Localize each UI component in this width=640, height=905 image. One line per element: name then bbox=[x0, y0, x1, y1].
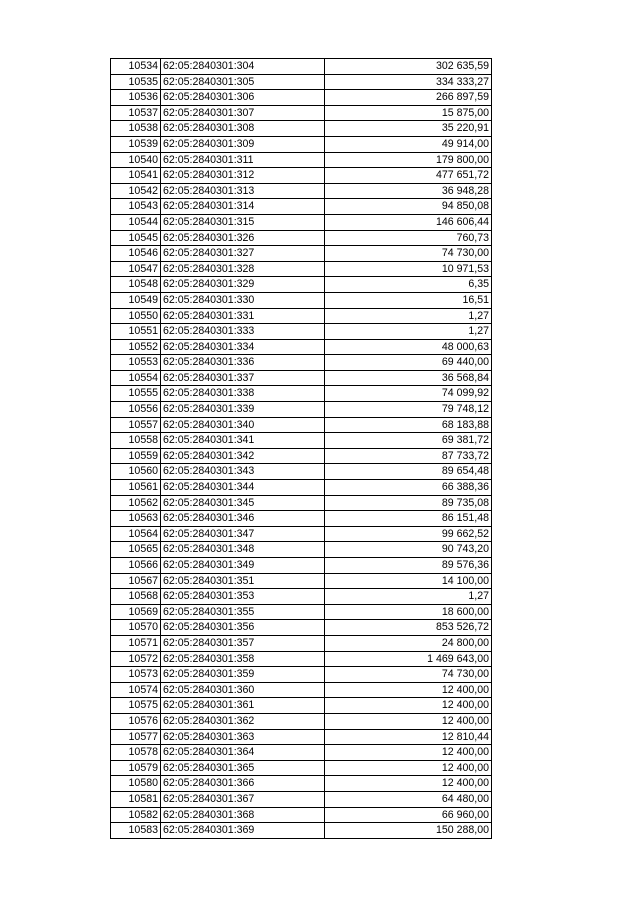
table-row bbox=[111, 760, 492, 776]
table-row bbox=[111, 776, 492, 792]
cadastral-number-cell: 62:05:2840301:357 bbox=[161, 635, 325, 651]
row-number-cell: 10545 bbox=[111, 230, 161, 246]
cadastral-number-cell: 62:05:2840301:334 bbox=[161, 339, 325, 355]
cadastral-number-cell: 62:05:2840301:306 bbox=[161, 90, 325, 106]
table-row bbox=[111, 511, 492, 527]
cadastral-value-cell: 66 388,36 bbox=[325, 480, 492, 496]
row-number-cell: 10536 bbox=[111, 90, 161, 106]
table-row bbox=[111, 355, 492, 371]
row-number-cell: 10564 bbox=[111, 526, 161, 542]
cadastral-number-cell: 62:05:2840301:338 bbox=[161, 386, 325, 402]
cadastral-value-cell: 69 440,00 bbox=[325, 355, 492, 371]
cadastral-value-cell: 1,27 bbox=[325, 324, 492, 340]
cadastral-number-cell: 62:05:2840301:362 bbox=[161, 713, 325, 729]
cadastral-value-cell: 12 400,00 bbox=[325, 698, 492, 714]
cadastral-value-cell: 64 480,00 bbox=[325, 791, 492, 807]
cadastral-number-cell: 62:05:2840301:337 bbox=[161, 370, 325, 386]
table-row bbox=[111, 59, 492, 75]
cadastral-number-cell: 62:05:2840301:365 bbox=[161, 760, 325, 776]
cadastral-number-cell: 62:05:2840301:329 bbox=[161, 277, 325, 293]
cadastral-number-cell: 62:05:2840301:305 bbox=[161, 74, 325, 90]
cadastral-number-cell: 62:05:2840301:341 bbox=[161, 433, 325, 449]
cadastral-value-cell: 89 654,48 bbox=[325, 464, 492, 480]
cadastral-value-table bbox=[110, 58, 492, 839]
table-row bbox=[111, 682, 492, 698]
cadastral-value-cell: 146 606,44 bbox=[325, 214, 492, 230]
cadastral-value-cell: 66 960,00 bbox=[325, 807, 492, 823]
cadastral-value-cell: 89 735,08 bbox=[325, 495, 492, 511]
cadastral-number-cell: 62:05:2840301:314 bbox=[161, 199, 325, 215]
cadastral-value-cell: 1,27 bbox=[325, 589, 492, 605]
cadastral-number-cell: 62:05:2840301:307 bbox=[161, 105, 325, 121]
cadastral-value-cell: 14 100,00 bbox=[325, 573, 492, 589]
row-number-cell: 10570 bbox=[111, 620, 161, 636]
table-row bbox=[111, 324, 492, 340]
table-row bbox=[111, 417, 492, 433]
table-row bbox=[111, 604, 492, 620]
row-number-cell: 10540 bbox=[111, 152, 161, 168]
table-row bbox=[111, 90, 492, 106]
table-row bbox=[111, 464, 492, 480]
cadastral-value-cell: 853 526,72 bbox=[325, 620, 492, 636]
table-body bbox=[111, 59, 492, 839]
document-page bbox=[110, 58, 491, 839]
row-number-cell: 10568 bbox=[111, 589, 161, 605]
cadastral-number-cell: 62:05:2840301:333 bbox=[161, 324, 325, 340]
table-row bbox=[111, 620, 492, 636]
row-number-cell: 10555 bbox=[111, 386, 161, 402]
cadastral-number-cell: 62:05:2840301:330 bbox=[161, 292, 325, 308]
cadastral-number-cell: 62:05:2840301:309 bbox=[161, 136, 325, 152]
table-row bbox=[111, 230, 492, 246]
cadastral-value-cell: 36 568,84 bbox=[325, 370, 492, 386]
table-row bbox=[111, 121, 492, 137]
table-row bbox=[111, 495, 492, 511]
cadastral-value-cell: 79 748,12 bbox=[325, 402, 492, 418]
row-number-cell: 10552 bbox=[111, 339, 161, 355]
row-number-cell: 10558 bbox=[111, 433, 161, 449]
table-row bbox=[111, 308, 492, 324]
cadastral-value-cell: 477 651,72 bbox=[325, 168, 492, 184]
table-row bbox=[111, 277, 492, 293]
table-row bbox=[111, 448, 492, 464]
table-row bbox=[111, 807, 492, 823]
table-row bbox=[111, 261, 492, 277]
cadastral-value-cell: 48 000,63 bbox=[325, 339, 492, 355]
row-number-cell: 10550 bbox=[111, 308, 161, 324]
row-number-cell: 10577 bbox=[111, 729, 161, 745]
cadastral-number-cell: 62:05:2840301:368 bbox=[161, 807, 325, 823]
cadastral-number-cell: 62:05:2840301:348 bbox=[161, 542, 325, 558]
cadastral-value-cell: 12 400,00 bbox=[325, 776, 492, 792]
cadastral-value-cell: 760,73 bbox=[325, 230, 492, 246]
row-number-cell: 10554 bbox=[111, 370, 161, 386]
table-row bbox=[111, 214, 492, 230]
cadastral-number-cell: 62:05:2840301:331 bbox=[161, 308, 325, 324]
table-row bbox=[111, 136, 492, 152]
cadastral-value-cell: 99 662,52 bbox=[325, 526, 492, 542]
row-number-cell: 10581 bbox=[111, 791, 161, 807]
cadastral-value-cell: 49 914,00 bbox=[325, 136, 492, 152]
row-number-cell: 10583 bbox=[111, 823, 161, 839]
row-number-cell: 10582 bbox=[111, 807, 161, 823]
table-row bbox=[111, 823, 492, 839]
cadastral-number-cell: 62:05:2840301:339 bbox=[161, 402, 325, 418]
cadastral-number-cell: 62:05:2840301:353 bbox=[161, 589, 325, 605]
row-number-cell: 10561 bbox=[111, 480, 161, 496]
table-row bbox=[111, 199, 492, 215]
row-number-cell: 10576 bbox=[111, 713, 161, 729]
cadastral-number-cell: 62:05:2840301:312 bbox=[161, 168, 325, 184]
cadastral-value-cell: 24 800,00 bbox=[325, 635, 492, 651]
cadastral-number-cell: 62:05:2840301:366 bbox=[161, 776, 325, 792]
table-row bbox=[111, 526, 492, 542]
table-row bbox=[111, 168, 492, 184]
cadastral-value-cell: 74 730,00 bbox=[325, 246, 492, 262]
row-number-cell: 10544 bbox=[111, 214, 161, 230]
row-number-cell: 10539 bbox=[111, 136, 161, 152]
table-row bbox=[111, 292, 492, 308]
cadastral-number-cell: 62:05:2840301:369 bbox=[161, 823, 325, 839]
row-number-cell: 10553 bbox=[111, 355, 161, 371]
cadastral-value-cell: 87 733,72 bbox=[325, 448, 492, 464]
cadastral-value-cell: 12 400,00 bbox=[325, 760, 492, 776]
table-row bbox=[111, 589, 492, 605]
cadastral-number-cell: 62:05:2840301:359 bbox=[161, 667, 325, 683]
cadastral-value-cell: 12 400,00 bbox=[325, 745, 492, 761]
cadastral-value-cell: 35 220,91 bbox=[325, 121, 492, 137]
row-number-cell: 10556 bbox=[111, 402, 161, 418]
cadastral-number-cell: 62:05:2840301:355 bbox=[161, 604, 325, 620]
table-row bbox=[111, 480, 492, 496]
table-row bbox=[111, 745, 492, 761]
table-row bbox=[111, 558, 492, 574]
row-number-cell: 10546 bbox=[111, 246, 161, 262]
table-row bbox=[111, 386, 492, 402]
cadastral-number-cell: 62:05:2840301:356 bbox=[161, 620, 325, 636]
cadastral-number-cell: 62:05:2840301:315 bbox=[161, 214, 325, 230]
row-number-cell: 10543 bbox=[111, 199, 161, 215]
cadastral-number-cell: 62:05:2840301:363 bbox=[161, 729, 325, 745]
cadastral-number-cell: 62:05:2840301:364 bbox=[161, 745, 325, 761]
cadastral-value-cell: 68 183,88 bbox=[325, 417, 492, 433]
cadastral-value-cell: 266 897,59 bbox=[325, 90, 492, 106]
row-number-cell: 10565 bbox=[111, 542, 161, 558]
cadastral-number-cell: 62:05:2840301:340 bbox=[161, 417, 325, 433]
row-number-cell: 10542 bbox=[111, 183, 161, 199]
row-number-cell: 10537 bbox=[111, 105, 161, 121]
cadastral-number-cell: 62:05:2840301:304 bbox=[161, 59, 325, 75]
cadastral-value-cell: 18 600,00 bbox=[325, 604, 492, 620]
table-row bbox=[111, 667, 492, 683]
cadastral-value-cell: 15 875,00 bbox=[325, 105, 492, 121]
table-row bbox=[111, 433, 492, 449]
row-number-cell: 10572 bbox=[111, 651, 161, 667]
row-number-cell: 10559 bbox=[111, 448, 161, 464]
cadastral-number-cell: 62:05:2840301:358 bbox=[161, 651, 325, 667]
row-number-cell: 10557 bbox=[111, 417, 161, 433]
cadastral-number-cell: 62:05:2840301:347 bbox=[161, 526, 325, 542]
cadastral-number-cell: 62:05:2840301:343 bbox=[161, 464, 325, 480]
table-row bbox=[111, 370, 492, 386]
cadastral-number-cell: 62:05:2840301:311 bbox=[161, 152, 325, 168]
cadastral-number-cell: 62:05:2840301:351 bbox=[161, 573, 325, 589]
row-number-cell: 10534 bbox=[111, 59, 161, 75]
table-row bbox=[111, 713, 492, 729]
cadastral-number-cell: 62:05:2840301:328 bbox=[161, 261, 325, 277]
table-row bbox=[111, 573, 492, 589]
row-number-cell: 10538 bbox=[111, 121, 161, 137]
table-row bbox=[111, 635, 492, 651]
table-row bbox=[111, 791, 492, 807]
cadastral-value-cell: 94 850,08 bbox=[325, 199, 492, 215]
row-number-cell: 10547 bbox=[111, 261, 161, 277]
row-number-cell: 10560 bbox=[111, 464, 161, 480]
cadastral-number-cell: 62:05:2840301:308 bbox=[161, 121, 325, 137]
row-number-cell: 10535 bbox=[111, 74, 161, 90]
row-number-cell: 10566 bbox=[111, 558, 161, 574]
cadastral-number-cell: 62:05:2840301:344 bbox=[161, 480, 325, 496]
cadastral-value-cell: 69 381,72 bbox=[325, 433, 492, 449]
row-number-cell: 10548 bbox=[111, 277, 161, 293]
cadastral-number-cell: 62:05:2840301:327 bbox=[161, 246, 325, 262]
cadastral-number-cell: 62:05:2840301:361 bbox=[161, 698, 325, 714]
row-number-cell: 10567 bbox=[111, 573, 161, 589]
table-row bbox=[111, 246, 492, 262]
cadastral-number-cell: 62:05:2840301:336 bbox=[161, 355, 325, 371]
cadastral-value-cell: 150 288,00 bbox=[325, 823, 492, 839]
cadastral-value-cell: 89 576,36 bbox=[325, 558, 492, 574]
cadastral-value-cell: 12 400,00 bbox=[325, 713, 492, 729]
cadastral-number-cell: 62:05:2840301:342 bbox=[161, 448, 325, 464]
table-row bbox=[111, 74, 492, 90]
row-number-cell: 10562 bbox=[111, 495, 161, 511]
cadastral-value-cell: 16,51 bbox=[325, 292, 492, 308]
row-number-cell: 10541 bbox=[111, 168, 161, 184]
table-row bbox=[111, 183, 492, 199]
table-row bbox=[111, 105, 492, 121]
table-row bbox=[111, 339, 492, 355]
cadastral-value-cell: 12 400,00 bbox=[325, 682, 492, 698]
table-row bbox=[111, 152, 492, 168]
cadastral-value-cell: 179 800,00 bbox=[325, 152, 492, 168]
cadastral-value-cell: 302 635,59 bbox=[325, 59, 492, 75]
table-row bbox=[111, 698, 492, 714]
cadastral-value-cell: 86 151,48 bbox=[325, 511, 492, 527]
cadastral-number-cell: 62:05:2840301:346 bbox=[161, 511, 325, 527]
cadastral-value-cell: 74 099,92 bbox=[325, 386, 492, 402]
row-number-cell: 10579 bbox=[111, 760, 161, 776]
cadastral-value-cell: 10 971,53 bbox=[325, 261, 492, 277]
row-number-cell: 10551 bbox=[111, 324, 161, 340]
cadastral-value-cell: 1 469 643,00 bbox=[325, 651, 492, 667]
cadastral-value-cell: 36 948,28 bbox=[325, 183, 492, 199]
cadastral-value-cell: 74 730,00 bbox=[325, 667, 492, 683]
cadastral-value-cell: 90 743,20 bbox=[325, 542, 492, 558]
cadastral-value-cell: 1,27 bbox=[325, 308, 492, 324]
row-number-cell: 10575 bbox=[111, 698, 161, 714]
table-row bbox=[111, 402, 492, 418]
row-number-cell: 10569 bbox=[111, 604, 161, 620]
cadastral-number-cell: 62:05:2840301:349 bbox=[161, 558, 325, 574]
cadastral-number-cell: 62:05:2840301:313 bbox=[161, 183, 325, 199]
row-number-cell: 10571 bbox=[111, 635, 161, 651]
cadastral-number-cell: 62:05:2840301:360 bbox=[161, 682, 325, 698]
row-number-cell: 10563 bbox=[111, 511, 161, 527]
cadastral-value-cell: 12 810,44 bbox=[325, 729, 492, 745]
cadastral-number-cell: 62:05:2840301:345 bbox=[161, 495, 325, 511]
cadastral-number-cell: 62:05:2840301:367 bbox=[161, 791, 325, 807]
row-number-cell: 10573 bbox=[111, 667, 161, 683]
row-number-cell: 10580 bbox=[111, 776, 161, 792]
cadastral-number-cell: 62:05:2840301:326 bbox=[161, 230, 325, 246]
cadastral-value-cell: 334 333,27 bbox=[325, 74, 492, 90]
cadastral-value-cell: 6,35 bbox=[325, 277, 492, 293]
row-number-cell: 10549 bbox=[111, 292, 161, 308]
table-row bbox=[111, 542, 492, 558]
table-row bbox=[111, 729, 492, 745]
row-number-cell: 10578 bbox=[111, 745, 161, 761]
row-number-cell: 10574 bbox=[111, 682, 161, 698]
table-row bbox=[111, 651, 492, 667]
